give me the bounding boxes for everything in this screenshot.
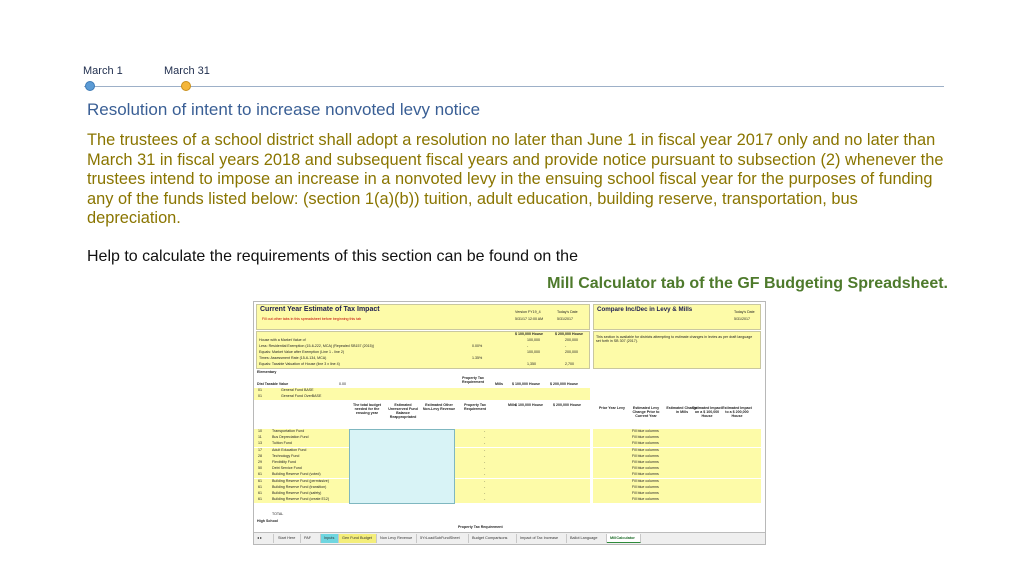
fund-row-band-compare — [593, 472, 761, 478]
right-note: This section is available for districts attempting to estimate changes in levies as per draft language set forth in SB 307 (2017). — [596, 335, 753, 343]
fund-row-name: Flexibility Fund — [272, 460, 296, 464]
fund-row-fill: Fill blue columns — [632, 497, 659, 502]
fund-row-band-compare — [593, 466, 761, 472]
house-row-100k: 100,000 — [527, 350, 540, 354]
right-note-block — [593, 331, 761, 369]
gf-row-name: General Fund BASE — [281, 388, 314, 392]
hs-prop-tax-header: Property Tax Requirement — [458, 525, 503, 529]
fund-row-band-compare — [593, 454, 761, 460]
right-header: Estimated Impact on a $ 100,000 House — [692, 406, 722, 418]
fund-row-code: 61 — [258, 478, 262, 483]
fund-row-code: 17 — [258, 447, 262, 452]
fund-row-code: 61 — [258, 497, 262, 502]
fund-row-dash: - — [484, 447, 486, 452]
fund-row-name: Adult Education Fund — [272, 447, 307, 452]
right-title: Compare Inc/Dec in Levy & Mills — [597, 306, 693, 313]
col-100k-header: $ 100,000 House — [512, 382, 540, 386]
fund-row-fill: Fill blue columns — [632, 478, 659, 483]
fund-row-dash: - — [484, 441, 486, 446]
fund-row-fill: Fill blue columns — [632, 491, 659, 495]
fund-row-band-right — [455, 472, 590, 478]
fund-row-code: 10 — [258, 429, 262, 433]
fund-row-dash: - — [484, 453, 486, 458]
left-title: Current Year Estimate of Tax Impact — [260, 306, 380, 313]
fund-row-dash: - — [484, 472, 486, 477]
fund-row-dash: - — [484, 497, 486, 502]
sheet-tab-bar — [254, 532, 765, 544]
timeline-marker-march-31 — [181, 81, 191, 91]
fund-row-fill: Fill blue columns — [632, 435, 659, 440]
house-row-200k: 2,700 — [565, 362, 574, 366]
fund-row-code: 61 — [258, 491, 262, 495]
fund-row-band-right — [455, 466, 590, 472]
right-header-pane — [593, 304, 761, 330]
mid-header: The total budget needed for the ensuing year — [353, 403, 381, 415]
fund-row-name: Building Reserve Fund (permissive) — [272, 478, 329, 483]
fund-row-band-right — [455, 497, 590, 503]
gf-row-name: General Fund OverBASE — [281, 394, 322, 398]
prop-tax-req-header: Property Tax Requirement — [462, 376, 484, 384]
fund-row-code: 50 — [258, 466, 262, 471]
right-header: Estimated Impact to a $ 200,000 House — [722, 406, 752, 418]
fund-row-band-compare — [593, 448, 761, 454]
dist-taxable-label: Dist Taxable Value — [257, 382, 289, 386]
mills-header: Mills — [495, 382, 503, 386]
fund-row-band-compare — [593, 497, 761, 503]
house-header-200k: $ 200,000 House — [555, 332, 583, 336]
fund-row-dash: - — [484, 484, 486, 489]
sheet-tab[interactable]: 5YrLoadSubFundSheet — [417, 534, 469, 543]
fund-row-code: 11 — [258, 435, 262, 440]
fund-row-band-right — [455, 435, 590, 441]
fund-row-name: Building Reserve Fund (safety) — [272, 491, 322, 495]
house-row-pct: 0.00% — [472, 344, 483, 348]
fund-row-band-compare — [593, 435, 761, 441]
gf-row-code: 01 — [258, 388, 262, 392]
timeline-date-march-31: March 31 — [164, 65, 210, 77]
fund-row-code: 13 — [258, 441, 262, 446]
house-row-label: Less: Residential Exemption (15-6-222, MCA) (Repealed SB157 (2015)) — [259, 344, 375, 348]
fund-row-dash: - — [484, 435, 486, 440]
dist-taxable-value: 0.00 — [339, 382, 346, 386]
fund-row-dash: - — [484, 466, 486, 471]
fund-row-band — [254, 454, 349, 460]
left-header-pane — [256, 304, 590, 330]
sheet-tab[interactable]: MillCalculator — [607, 534, 641, 543]
right-header: Prior Year Levy — [598, 406, 626, 410]
sheet-tab[interactable]: Impact of Tax Increase — [517, 534, 567, 543]
elementary-label: Elementary — [257, 370, 277, 374]
gf-row-code: 01 — [258, 394, 262, 398]
timeline-line — [84, 86, 944, 87]
fund-row-band-right — [455, 441, 590, 447]
fund-row-band-compare — [593, 491, 761, 497]
slide-title: Resolution of intent to increase nonvoted levy notice — [87, 100, 481, 119]
fund-row-fill: Fill blue columns — [632, 472, 659, 477]
fund-row-fill: Fill blue columns — [632, 429, 659, 433]
fund-row-fill: Fill blue columns — [632, 460, 659, 464]
house-row-label: Equals: Market Value after Exemption (Line 1 - line 2) — [259, 350, 345, 354]
left-note: Fill out other tabs in this spreadsheet before beginning this tab — [262, 317, 362, 321]
sheet-tab[interactable]: Start Here — [275, 534, 301, 543]
fund-row-code: 28 — [258, 453, 262, 458]
sheet-tab[interactable]: Non Levy Revenue — [377, 534, 417, 543]
fund-row-dash: - — [484, 460, 486, 464]
total-label: TOTAL — [272, 512, 284, 516]
fund-row-band-right — [455, 491, 590, 497]
house-row-100k: 100,000 — [527, 338, 540, 342]
sheet-tab[interactable]: Budget Comparisons — [469, 534, 517, 543]
house-row-label: Times: Assessment Rate (15-6-134, MCA) — [259, 356, 327, 360]
sheet-tab[interactable]: Inputs — [321, 534, 339, 543]
fund-row-band-compare — [593, 441, 761, 447]
fund-row-dash: - — [484, 478, 486, 483]
right-header: Estimated Levy Change Prior to Current Year — [632, 406, 660, 418]
fund-row-band-right — [455, 429, 590, 435]
house-header-100k: $ 100,000 House — [515, 332, 543, 336]
fund-row-band-compare — [593, 485, 761, 491]
fund-row-name: Debt Service Fund — [272, 466, 302, 471]
mid-header: Estimated Other Non-Levy Revenue — [422, 403, 456, 411]
fund-row-band — [254, 460, 349, 466]
high-school-label: High School — [257, 519, 278, 523]
help-text: Help to calculate the requirements of this section can be found on the — [87, 248, 578, 265]
mid-header: Estimated Unreserved Fund Balance Reappropriated — [388, 403, 418, 419]
fund-row-name: Technology Fund — [272, 453, 300, 458]
fund-row-name: Tuition Fund — [272, 441, 292, 446]
body-paragraph: The trustees of a school district shall adopt a resolution no later than June 1 in fiscal year 2017 only and no later than March 31 in fiscal years 2018 and subsequent fiscal years and provide notice pursuant to subsection (2) whenever the trustees intend to impose an increase in a nonvoted levy in the ensuing school fiscal year for the purposes of funding any of the funds listed below: (section 1(a)(b)) tuition, adult education, building reserve, transportation, bus depreciation. — [87, 131, 944, 227]
house-value-block — [256, 331, 590, 369]
spreadsheet-screenshot — [253, 301, 766, 545]
timeline-date-march-1: March 1 — [83, 65, 123, 77]
right-today-date: 5/31/2017 — [734, 317, 750, 321]
house-row-100k: 1,350 — [527, 362, 536, 366]
house-row-200k: 200,000 — [565, 350, 578, 354]
house-row-label: House with a Market Value of — [259, 338, 306, 342]
right-header: Estimated Change in Mills — [666, 406, 698, 414]
fund-row-dash: - — [484, 429, 486, 433]
today-date: 5/31/2017 — [557, 317, 573, 321]
sheet-tab[interactable]: Ballot Language — [567, 534, 607, 543]
fund-row-name: Transportation Fund — [272, 429, 305, 433]
fund-row-band-compare — [593, 429, 761, 435]
tab-scroll-left[interactable]: ◂ ▸ — [254, 534, 274, 543]
fund-row-code: 61 — [258, 472, 262, 477]
fund-row-band-compare — [593, 460, 761, 466]
fund-row-band-right — [455, 448, 590, 454]
fund-row-band-right — [455, 485, 590, 491]
mid-header: Mills — [508, 403, 516, 407]
house-row-100k: - — [527, 344, 529, 348]
sheet-tab[interactable]: Gen Fund Budget — [339, 534, 377, 543]
mid-header: Property Tax Requirement — [464, 403, 486, 411]
version-label: Version FY19_4 — [515, 310, 541, 314]
fund-row-band — [254, 441, 349, 447]
fund-row-name: Building Reserve Fund (create E12) — [272, 497, 330, 502]
fund-row-fill: Fill blue columns — [632, 466, 659, 471]
version-date: 5/31/17 12:00 AM — [515, 317, 544, 321]
timeline-marker-march-1 — [85, 81, 95, 91]
fund-row-dash: - — [484, 491, 486, 495]
right-today-label: Today's Date — [734, 310, 755, 314]
fund-row-name: Bus Depreciation Fund — [272, 435, 309, 440]
sheet-tab[interactable]: PAF — [301, 534, 321, 543]
fund-row-fill: Fill blue columns — [632, 484, 659, 489]
fund-row-name: Building Reserve Fund (transition) — [272, 484, 327, 489]
fund-row-band-right — [455, 454, 590, 460]
fund-row-fill: Fill blue columns — [632, 447, 659, 452]
house-row-label: Equals: Taxable Valuation of House (line 3 x line 4) — [259, 362, 340, 366]
fund-row-name: Building Reserve Fund (voted) — [272, 472, 321, 477]
house-row-200k: - — [565, 344, 567, 348]
blue-input-columns[interactable] — [349, 429, 455, 504]
today-label: Today's Date — [557, 310, 578, 314]
fund-row-band-compare — [593, 479, 761, 485]
fund-row-band-right — [455, 460, 590, 466]
fund-row-fill: Fill blue columns — [632, 453, 659, 458]
fund-row-code: 61 — [258, 484, 262, 489]
fund-row-band-right — [455, 479, 590, 485]
mill-calculator-reference: Mill Calculator tab of the GF Budgeting Spreadsheet. — [547, 275, 948, 292]
mid-header: $ 200,000 House — [553, 403, 581, 407]
house-row-pct: 1.35% — [472, 356, 483, 360]
house-row-200k: 200,000 — [565, 338, 578, 342]
fund-row-code: 29 — [258, 460, 262, 464]
fund-row-fill: Fill blue columns — [632, 441, 659, 446]
col-200k-header: $ 200,000 House — [550, 382, 578, 386]
mid-header: $ 100,000 House — [515, 403, 543, 407]
